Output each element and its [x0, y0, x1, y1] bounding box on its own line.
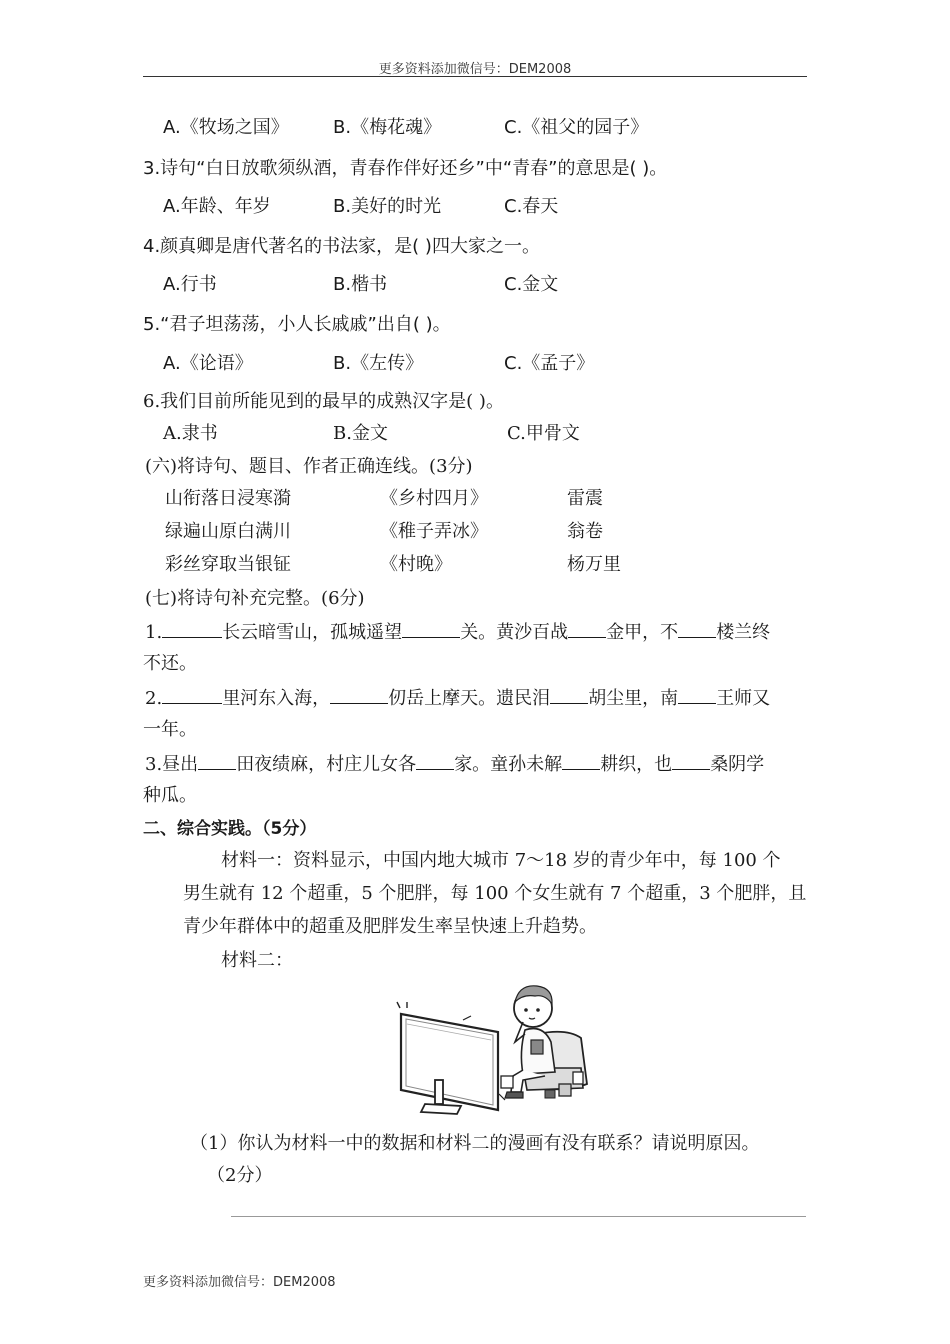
q5-stem: 5.“君子坦荡荡，小人长戚戚”出自( )。 — [143, 314, 451, 335]
blank[interactable] — [402, 619, 460, 638]
section6-title: (六)将诗句、题目、作者正确连线。(3分) — [145, 456, 473, 477]
material2-label: 材料二： — [221, 950, 293, 971]
q2-option-a: A.《牧场之国》 — [163, 117, 289, 138]
text-segment: 家。童孙未解 — [454, 754, 563, 775]
q6-option-c: C.甲骨文 — [507, 423, 580, 444]
snack-box-icon — [531, 1040, 543, 1054]
q5-option-b: B.《左传》 — [333, 353, 424, 374]
q4-option-b: B.楷书 — [333, 274, 388, 295]
header-divider — [143, 76, 807, 77]
q5-option-c: C.《孟子》 — [504, 353, 595, 374]
cartoon-child-watching-tv — [395, 972, 595, 1122]
q3-stem: 3.诗句“白日放歌须纵酒，青春作伴好还乡”中“青春”的意思是( )。 — [143, 158, 668, 179]
q3-option-b: B.美好的时光 — [333, 196, 442, 217]
blank[interactable] — [550, 685, 588, 704]
poem-title-2: 《稚子弄冰》 — [380, 521, 488, 542]
q2-option-b: B.《梅花魂》 — [333, 117, 442, 138]
material1-line3: 青少年群体中的超重及肥胖发生率呈快速上升趋势。 — [183, 916, 597, 937]
text-segment: 关。黄沙百战 — [460, 622, 569, 643]
section7-title: (七)将诗句补充完整。(6分) — [145, 588, 365, 609]
q3-option-c: C.春天 — [504, 196, 559, 217]
fill-poem-3 — [145, 751, 764, 777]
text-segment: 桑阴学 — [710, 754, 765, 775]
item-number: 3.昼出 — [145, 754, 199, 775]
fill-poem-1-cont: 不还。 — [143, 653, 197, 674]
q6-option-b: B.金文 — [333, 423, 388, 444]
item-number: 2. — [145, 688, 163, 709]
blank[interactable] — [672, 751, 710, 770]
blank[interactable] — [198, 751, 236, 770]
question-1-line2: （2分） — [207, 1165, 273, 1186]
poem-title-1: 《乡村四月》 — [380, 488, 488, 509]
text-segment: 仞岳上摩天。遗民泪 — [388, 688, 551, 709]
author-3: 杨万里 — [567, 554, 621, 575]
blank[interactable] — [416, 751, 454, 770]
fill-poem-2-cont: 一年。 — [143, 719, 197, 740]
text-segment: 长云暗雪山，孤城遥望 — [222, 622, 403, 643]
blank[interactable] — [678, 619, 716, 638]
blank[interactable] — [568, 619, 606, 638]
verse-1: 山衔落日浸寒漪 — [165, 488, 291, 509]
text-segment: 耕织，也 — [600, 754, 673, 775]
material1-line1: 材料一：资料显示，中国内地大城市 7～18 岁的青少年中，每 100 个 — [221, 850, 781, 871]
q6-stem: 6.我们目前所能见到的最早的成熟汉字是( )。 — [143, 391, 504, 412]
poem-title-3: 《村晚》 — [380, 554, 452, 575]
blank[interactable] — [162, 685, 222, 704]
text-segment: 楼兰终 — [716, 622, 771, 643]
answer-line[interactable] — [231, 1216, 806, 1217]
part2-title: 二、综合实践。（5分） — [143, 819, 317, 839]
q2-option-c: C.《祖父的园子》 — [504, 117, 649, 138]
verse-2: 绿遍山原白满川 — [165, 521, 291, 542]
text-segment: 胡尘里，南 — [588, 688, 679, 709]
page-footer: 更多资料添加微信号：DEM2008 — [143, 1275, 336, 1290]
fill-poem-2 — [145, 685, 770, 711]
q3-option-a: A.年龄、年岁 — [163, 196, 271, 217]
blank[interactable] — [330, 685, 388, 704]
fill-poem-1 — [145, 619, 770, 645]
blank[interactable] — [562, 751, 600, 770]
item-number: 1. — [145, 622, 163, 643]
q4-option-c: C.金文 — [504, 274, 559, 295]
blank[interactable] — [162, 619, 222, 638]
q5-option-a: A.《论语》 — [163, 353, 253, 374]
text-segment: 里河东入海， — [222, 688, 331, 709]
question-1-line1: （1）你认为材料一中的数据和材料二的漫画有没有联系？请说明原因。 — [190, 1133, 760, 1154]
blank[interactable] — [678, 685, 716, 704]
q4-stem: 4.颜真卿是唐代著名的书法家，是( )四大家之一。 — [143, 236, 540, 257]
text-segment: 金甲，不 — [606, 622, 679, 643]
q6-option-a: A.隶书 — [163, 423, 218, 444]
material1-line2: 男生就有 12 个超重，5 个肥胖，每 100 个女生就有 7 个超重，3 个肥胖，且 — [183, 883, 807, 904]
verse-3: 彩丝穿取当银钲 — [165, 554, 291, 575]
author-2: 翁卷 — [567, 521, 603, 542]
author-1: 雷震 — [567, 488, 603, 509]
text-segment: 王师又 — [716, 688, 771, 709]
text-segment: 田夜绩麻，村庄儿女各 — [236, 754, 417, 775]
page-header: 更多资料添加微信号：DEM2008 — [378, 62, 572, 77]
fill-poem-3-cont: 种瓜。 — [143, 785, 197, 806]
q4-option-a: A.行书 — [163, 274, 217, 295]
